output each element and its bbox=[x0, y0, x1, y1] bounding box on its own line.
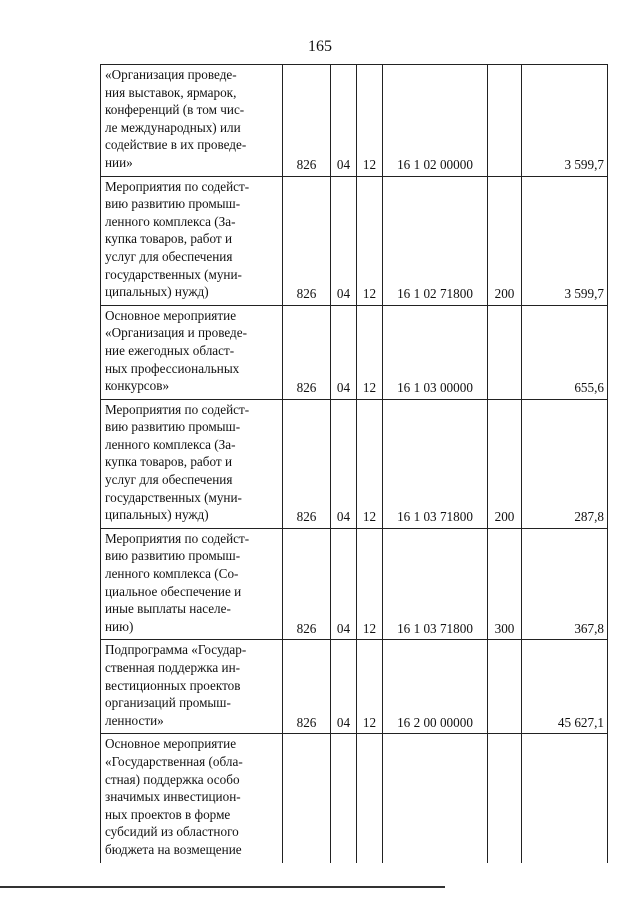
table-row bbox=[101, 305, 608, 399]
section-code: 04 bbox=[331, 640, 357, 734]
admin-code: 826 bbox=[283, 399, 331, 528]
row-description: Подпрограмма «Государ- ственная поддержка ин- вестиционных проектов организаций промыш- ленности» bbox=[101, 640, 283, 734]
expense-type-code bbox=[488, 640, 522, 734]
expense-type-code: 200 bbox=[488, 399, 522, 528]
row-description: «Организация проведе- ния выставок, ярмарок, конференций (в том чис- ле международных) или содействие в их проведе- нии» bbox=[101, 65, 283, 177]
section-code: 04 bbox=[331, 176, 357, 305]
subsection-code: 12 bbox=[357, 399, 383, 528]
subsection-code: 12 bbox=[357, 176, 383, 305]
table-row bbox=[101, 399, 608, 528]
admin-code: 826 bbox=[283, 176, 331, 305]
target-article-code: 16 1 03 00000 bbox=[383, 305, 488, 399]
target-article-code: 16 1 03 71800 bbox=[383, 399, 488, 528]
amount: 45 627,1 bbox=[522, 640, 608, 734]
subsection-code bbox=[357, 734, 383, 863]
section-code: 04 bbox=[331, 399, 357, 528]
expense-type-code: 300 bbox=[488, 528, 522, 640]
footer-rule bbox=[0, 886, 445, 888]
amount: 3 599,7 bbox=[522, 176, 608, 305]
subsection-code: 12 bbox=[357, 528, 383, 640]
row-description: Мероприятия по содейст- вию развитию промыш- ленного комплекса (За- купка товаров, работ и услуг для обеспечения государственных (муни- ципальных) нужд) bbox=[101, 399, 283, 528]
admin-code: 826 bbox=[283, 640, 331, 734]
expense-type-code bbox=[488, 734, 522, 863]
admin-code: 826 bbox=[283, 305, 331, 399]
section-code: 04 bbox=[331, 528, 357, 640]
subsection-code: 12 bbox=[357, 305, 383, 399]
table-row bbox=[101, 640, 608, 734]
subsection-code: 12 bbox=[357, 640, 383, 734]
target-article-code: 16 1 02 71800 bbox=[383, 176, 488, 305]
expense-type-code: 200 bbox=[488, 176, 522, 305]
row-description: Основное мероприятие «Организация и проведе- ние ежегодных област- ных профессиональных конкурсов» bbox=[101, 305, 283, 399]
amount: 287,8 bbox=[522, 399, 608, 528]
section-code: 04 bbox=[331, 65, 357, 177]
table-row bbox=[101, 65, 608, 177]
row-description: Мероприятия по содейст- вию развитию промыш- ленного комплекса (За- купка товаров, работ и услуг для обеспечения государственных (муни- ципальных) нужд) bbox=[101, 176, 283, 305]
target-article-code: 16 2 00 00000 bbox=[383, 640, 488, 734]
target-article-code bbox=[383, 734, 488, 863]
table-row bbox=[101, 528, 608, 640]
expense-type-code bbox=[488, 305, 522, 399]
amount: 3 599,7 bbox=[522, 65, 608, 177]
amount: 367,8 bbox=[522, 528, 608, 640]
table-row bbox=[101, 734, 608, 863]
budget-table bbox=[100, 64, 608, 863]
page-number: 165 bbox=[308, 38, 332, 55]
expense-type-code bbox=[488, 65, 522, 177]
subsection-code: 12 bbox=[357, 65, 383, 177]
section-code: 04 bbox=[331, 305, 357, 399]
amount bbox=[522, 734, 608, 863]
admin-code bbox=[283, 734, 331, 863]
admin-code: 826 bbox=[283, 65, 331, 177]
row-description: Мероприятия по содейст- вию развитию промыш- ленного комплекса (Со- циальное обеспечение и иные выплаты населе- нию) bbox=[101, 528, 283, 640]
target-article-code: 16 1 03 71800 bbox=[383, 528, 488, 640]
amount: 655,6 bbox=[522, 305, 608, 399]
section-code bbox=[331, 734, 357, 863]
target-article-code: 16 1 02 00000 bbox=[383, 65, 488, 177]
row-description: Основное мероприятие «Государственная (обла- стная) поддержка особо значимых инвестицион- ных проектов в форме субсидий из областного бюджета на возмещение bbox=[101, 734, 283, 863]
admin-code: 826 bbox=[283, 528, 331, 640]
table-row bbox=[101, 176, 608, 305]
